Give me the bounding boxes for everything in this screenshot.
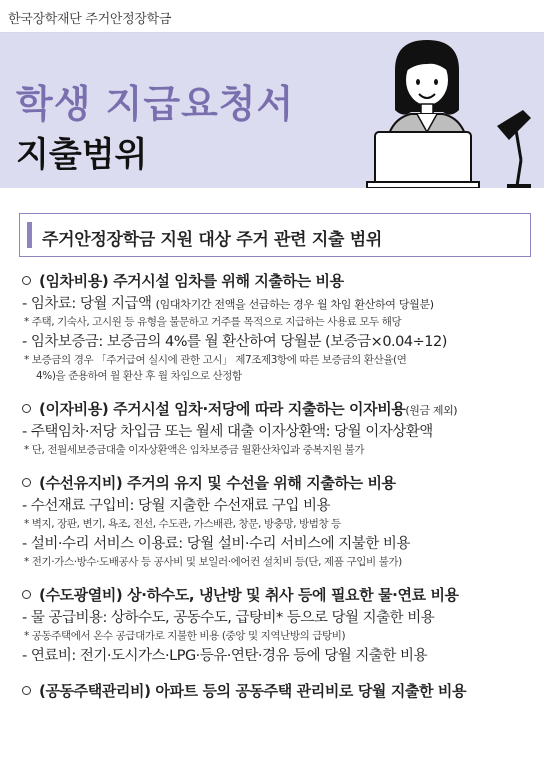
student-at-laptop-illustration: [355, 40, 544, 188]
section-title-box: [19, 213, 531, 257]
list-item: - 임차료: 당월 지급액 (임대차기간 전액을 선급하는 경우 월 차임 환산하여 당월분): [22, 296, 434, 312]
list-item: - 설비·수리 서비스 이용료: 당월 설비·수리 서비스에 지불한 비용: [22, 536, 410, 552]
desk-lamp-icon: [497, 110, 531, 188]
category-heading: (공동주택관리비) 아파트 등의 공동주택 관리비로 당월 지출한 비용: [22, 680, 537, 702]
laptop-icon: [367, 132, 479, 188]
note: * 공동주택에서 온수 공급대가로 지불한 비용 (중앙 및 지역난방의 급탕비): [24, 630, 346, 642]
note: 4%)을 준용하여 월 환산 후 월 차임으로 산정함: [36, 370, 242, 382]
note: * 단, 전월세보증금대출 이자상환액은 임차보증금 월환산차입과 중복지원 불가: [24, 444, 365, 456]
list-item: - 연료비: 전기·도시가스·LPG·등유·연탄·경유 등에 당월 지출한 비용: [22, 648, 428, 664]
bullet-circle-icon: [22, 276, 31, 285]
section-title: 주거안정장학금 지원 대상 주거 관련 지출 범위: [42, 230, 383, 250]
category-heading: (수도광열비) 상·하수도, 냉난방 및 취사 등에 필요한 물·연료 비용: [22, 584, 537, 606]
bullet-circle-icon: [22, 590, 31, 599]
category-interest: [22, 398, 537, 458]
category-utilities: [22, 584, 537, 666]
list-item: - 물 공급비용: 상하수도, 공동수도, 급탕비* 등으로 당월 지출한 비용: [22, 610, 435, 626]
section-accent-bar: [27, 222, 32, 248]
category-repair: [22, 472, 537, 570]
list-item: - 임차보증금: 보증금의 4%를 월 환산하여 당월분 (보증금×0.04÷12): [22, 334, 447, 350]
bullet-circle-icon: [22, 404, 31, 413]
top-bar: [0, 0, 544, 33]
category-rent: [22, 270, 537, 384]
list-item: - 수선재료 구입비: 당월 지출한 수선재료 구입 비용: [22, 498, 331, 514]
bullet-circle-icon: [22, 686, 31, 695]
category-heading: (이자비용) 주거시설 임차·저당에 따라 지출하는 이자비용(원금 제외): [22, 398, 537, 420]
hero-title: 학생 지급요청서: [16, 82, 295, 126]
category-heading: (수선유지비) 주거의 유지 및 수선을 위해 지출하는 비용: [22, 472, 537, 494]
note: * 전기·가스·방수·도배공사 등 공사비 및 보일러·에어컨 설치비 등(단, 제품 구입비 불가): [24, 556, 402, 568]
hero-subtitle: 지출범위: [16, 135, 148, 175]
organization-name: 한국장학재단 주거안정장학금: [8, 12, 172, 27]
note: * 벽지, 장판, 변기, 욕조, 전선, 수도관, 가스배관, 창문, 방충망, 방범창 등: [24, 518, 341, 530]
expense-scope-list: [22, 270, 537, 702]
category-heading: (임차비용) 주거시설 임차를 위해 지출하는 비용: [22, 270, 537, 292]
category-apartment-management: [22, 680, 537, 702]
note: * 주택, 기숙사, 고시원 등 유형을 불문하고 거주를 목적으로 지급하는 사용료 모두 해당: [24, 316, 402, 328]
note: * 보증금의 경우 「주거급여 실시에 관한 고시」 제7조제3항에 따른 보증금의 환산율(연: [24, 354, 407, 366]
bullet-circle-icon: [22, 478, 31, 487]
list-item: - 주택임차·저당 차입금 또는 월세 대출 이자상환액: 당월 이자상환액: [22, 424, 433, 440]
